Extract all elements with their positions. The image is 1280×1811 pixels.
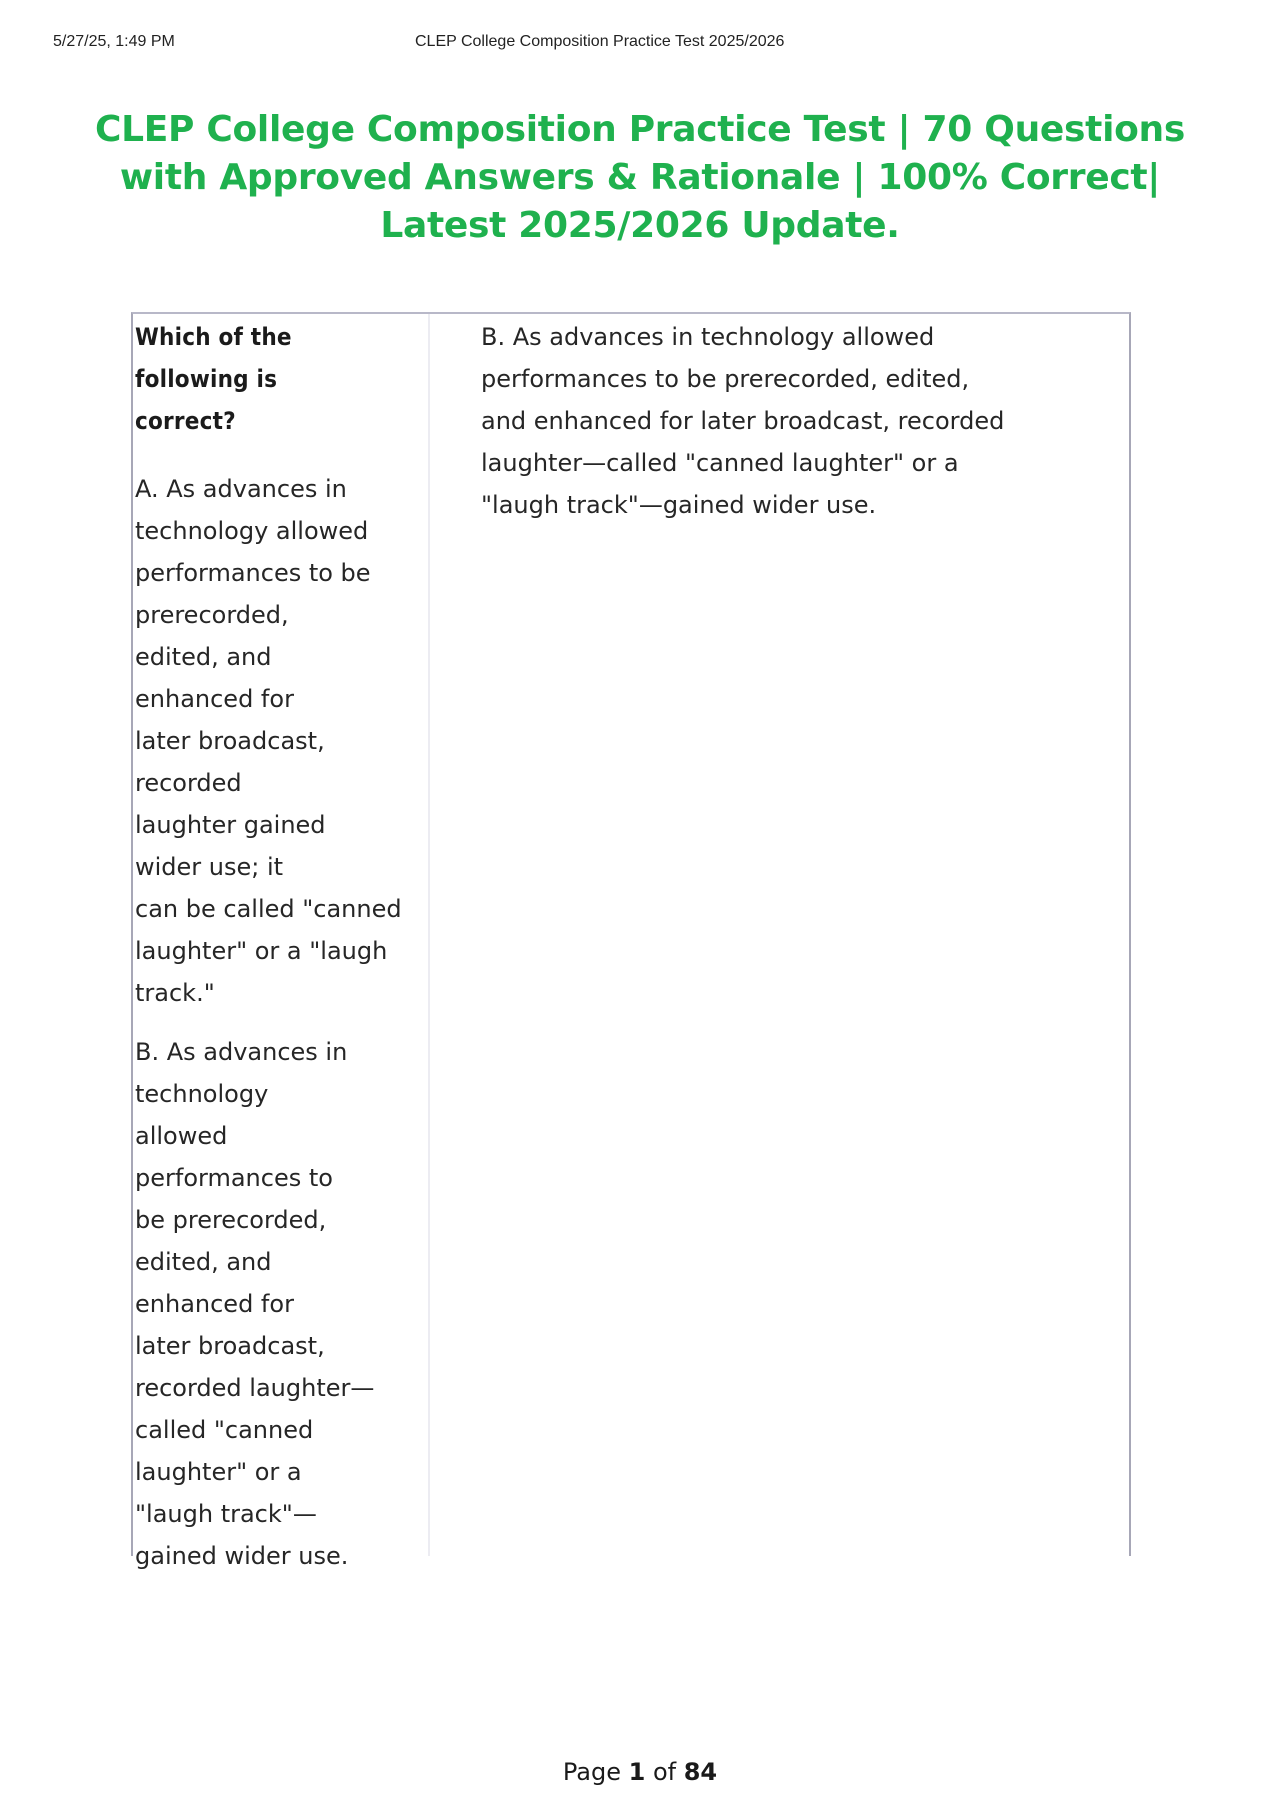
answer-cell: B. As advances in technology allowed performances to be prerecorded, edited, and enhanced for later broadcast, recorded laughter—called "canned laughter" or a "laugh track"—gained wider use. (481, 323, 1005, 519)
question-stem: Which of the following is correct? (135, 323, 292, 435)
print-header (0, 33, 1280, 57)
page-label: Page (562, 1758, 621, 1786)
option-b: B. As advances in technology allowed performances to be prerecorded, edited, and enhanced for later broadcast, recorded laughter— called "canned laughter" or a "laugh track"— gained wider use. (135, 1038, 375, 1570)
column-divider (428, 314, 430, 1556)
option-a: A. As advances in technology allowed performances to be prerecorded, edited, and enhanced for later broadcast, recorded laughter gained wider use; it can be called "canned laughter" or a "laugh track." (135, 475, 402, 1007)
of-label: of (652, 1758, 677, 1786)
current-page-number: 1 (628, 1758, 646, 1786)
question-cell (135, 316, 425, 1577)
print-page-title: CLEP College Composition Practice Test 2025/2026 (415, 33, 785, 50)
print-datetime: 5/27/25, 1:49 PM (53, 33, 175, 50)
document-title: CLEP College Composition Practice Test | 70 Questions with Approved Answers & Rationale | 100% Correct| Latest 2025/2026 Update. (94, 109, 1185, 246)
total-pages-number: 84 (683, 1758, 718, 1786)
page-footer (0, 1758, 1280, 1786)
question-answer-table (131, 312, 1131, 1570)
